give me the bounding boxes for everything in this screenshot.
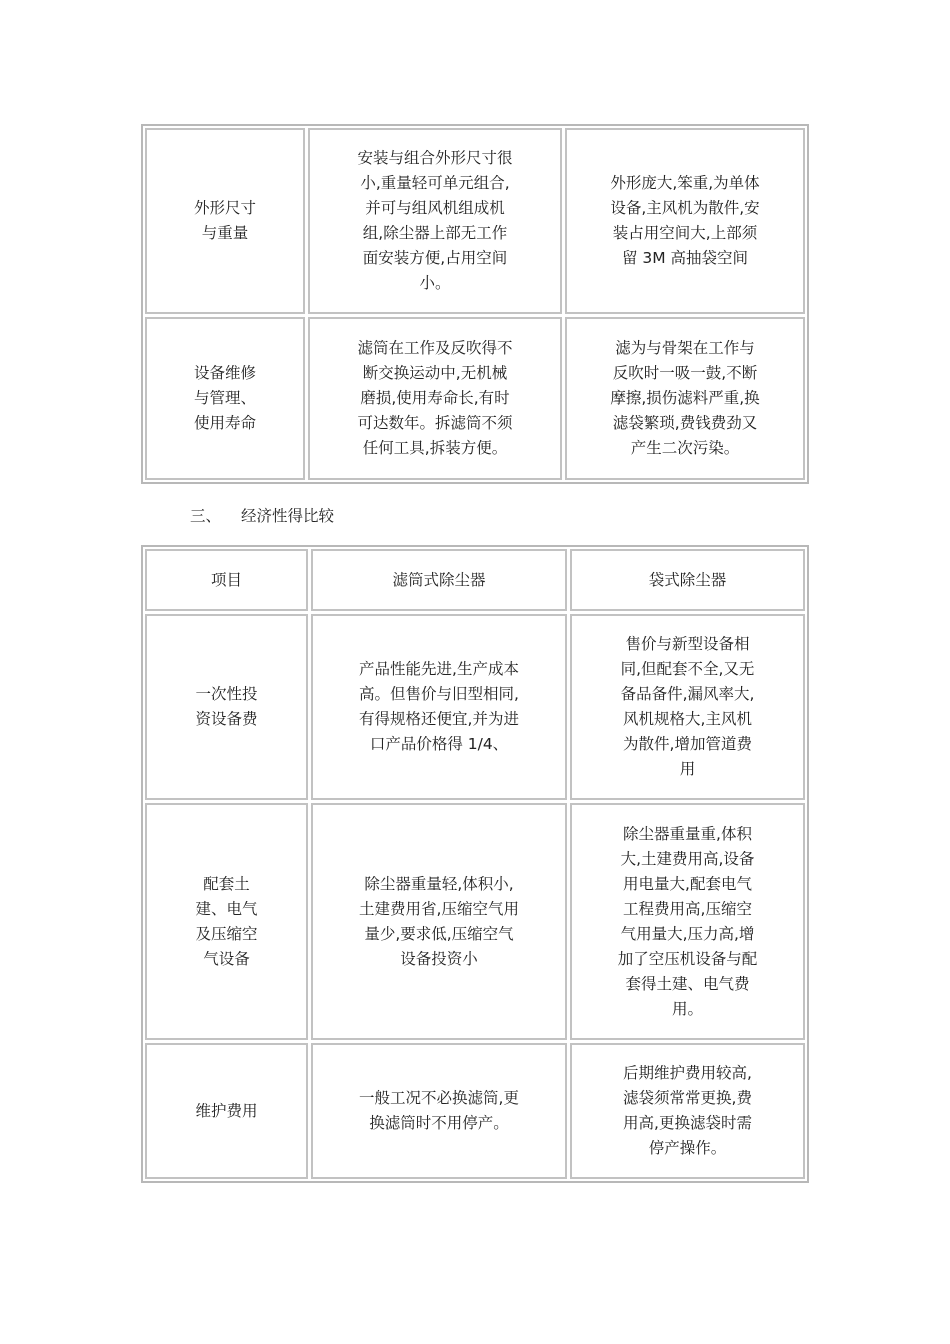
section-number: 三、: [190, 507, 222, 525]
cell-bag-maintenance: 滤为与骨架在工作与 反吹时一吸一鼓,不断 摩擦,损伤滤料严重,换 滤袋繁琐,费钱费劲又 产生二次污染。: [565, 317, 805, 480]
cell-cartridge-auxiliary: 除尘器重量轻,体积小, 土建费用省,压缩空气用 量少,要求低,压缩空气 设备投资小: [311, 803, 567, 1040]
cell-bag-investment: 售价与新型设备相 同,但配套不全,又无 备品备件,漏风率大, 风机规格大,主风机 为散件,增加管道费 用: [570, 614, 805, 800]
header-cartridge-collector: 滤筒式除尘器: [311, 549, 567, 611]
cell-bag-auxiliary: 除尘器重量重,体积 大,土建费用高,设备 用电量大,配套电气 工程费用高,压缩空 气用量大,压力高,增 加了空压机设备与配 套得土建、电气费 用。: [570, 803, 805, 1040]
cell-cartridge-investment: 产品性能先进,生产成本 高。但售价与旧型相同, 有得规格还便宜,并为进 口产品价格得 1/4、: [311, 614, 567, 800]
header-bag-collector: 袋式除尘器: [570, 549, 805, 611]
row-label-initial-investment: 一次性投 资设备费: [145, 614, 308, 800]
section-heading: [190, 503, 334, 529]
cell-cartridge-maintenance: 滤筒在工作及反吹得不 断交换运动中,无机械 磨损,使用寿命长,有时 可达数年。拆滤筒不须 任何工具,拆装方便。: [308, 317, 562, 480]
row-label-maintenance-cost: 维护费用: [145, 1043, 308, 1179]
economic-comparison-table: [141, 545, 809, 1183]
row-label-auxiliary-equipment: 配套土 建、电气 及压缩空 气设备: [145, 803, 308, 1040]
cell-bag-maintenance-cost: 后期维护费用较高, 滤袋须常常更换,费 用高,更换滤袋时需 停产操作。: [570, 1043, 805, 1179]
section-title: 经济性得比较: [241, 507, 335, 525]
cell-cartridge-maintenance-cost: 一般工况不必换滤筒,更 换滤筒时不用停产。: [311, 1043, 567, 1179]
cell-bag-dimensions: 外形庞大,笨重,为单体 设备,主风机为散件,安 装占用空间大,上部须 留 3M 高抽袋空间: [565, 128, 805, 314]
row-label-dimensions-weight: 外形尺寸 与重量: [145, 128, 305, 314]
comparison-table-continued: [141, 124, 809, 484]
cell-cartridge-dimensions: 安装与组合外形尺寸很 小,重量轻可单元组合, 并可与组风机组成机 组,除尘器上部无工作 面安装方便,占用空间 小。: [308, 128, 562, 314]
header-item: 项目: [145, 549, 308, 611]
row-label-maintenance-lifetime: 设备维修 与管理、 使用寿命: [145, 317, 305, 480]
